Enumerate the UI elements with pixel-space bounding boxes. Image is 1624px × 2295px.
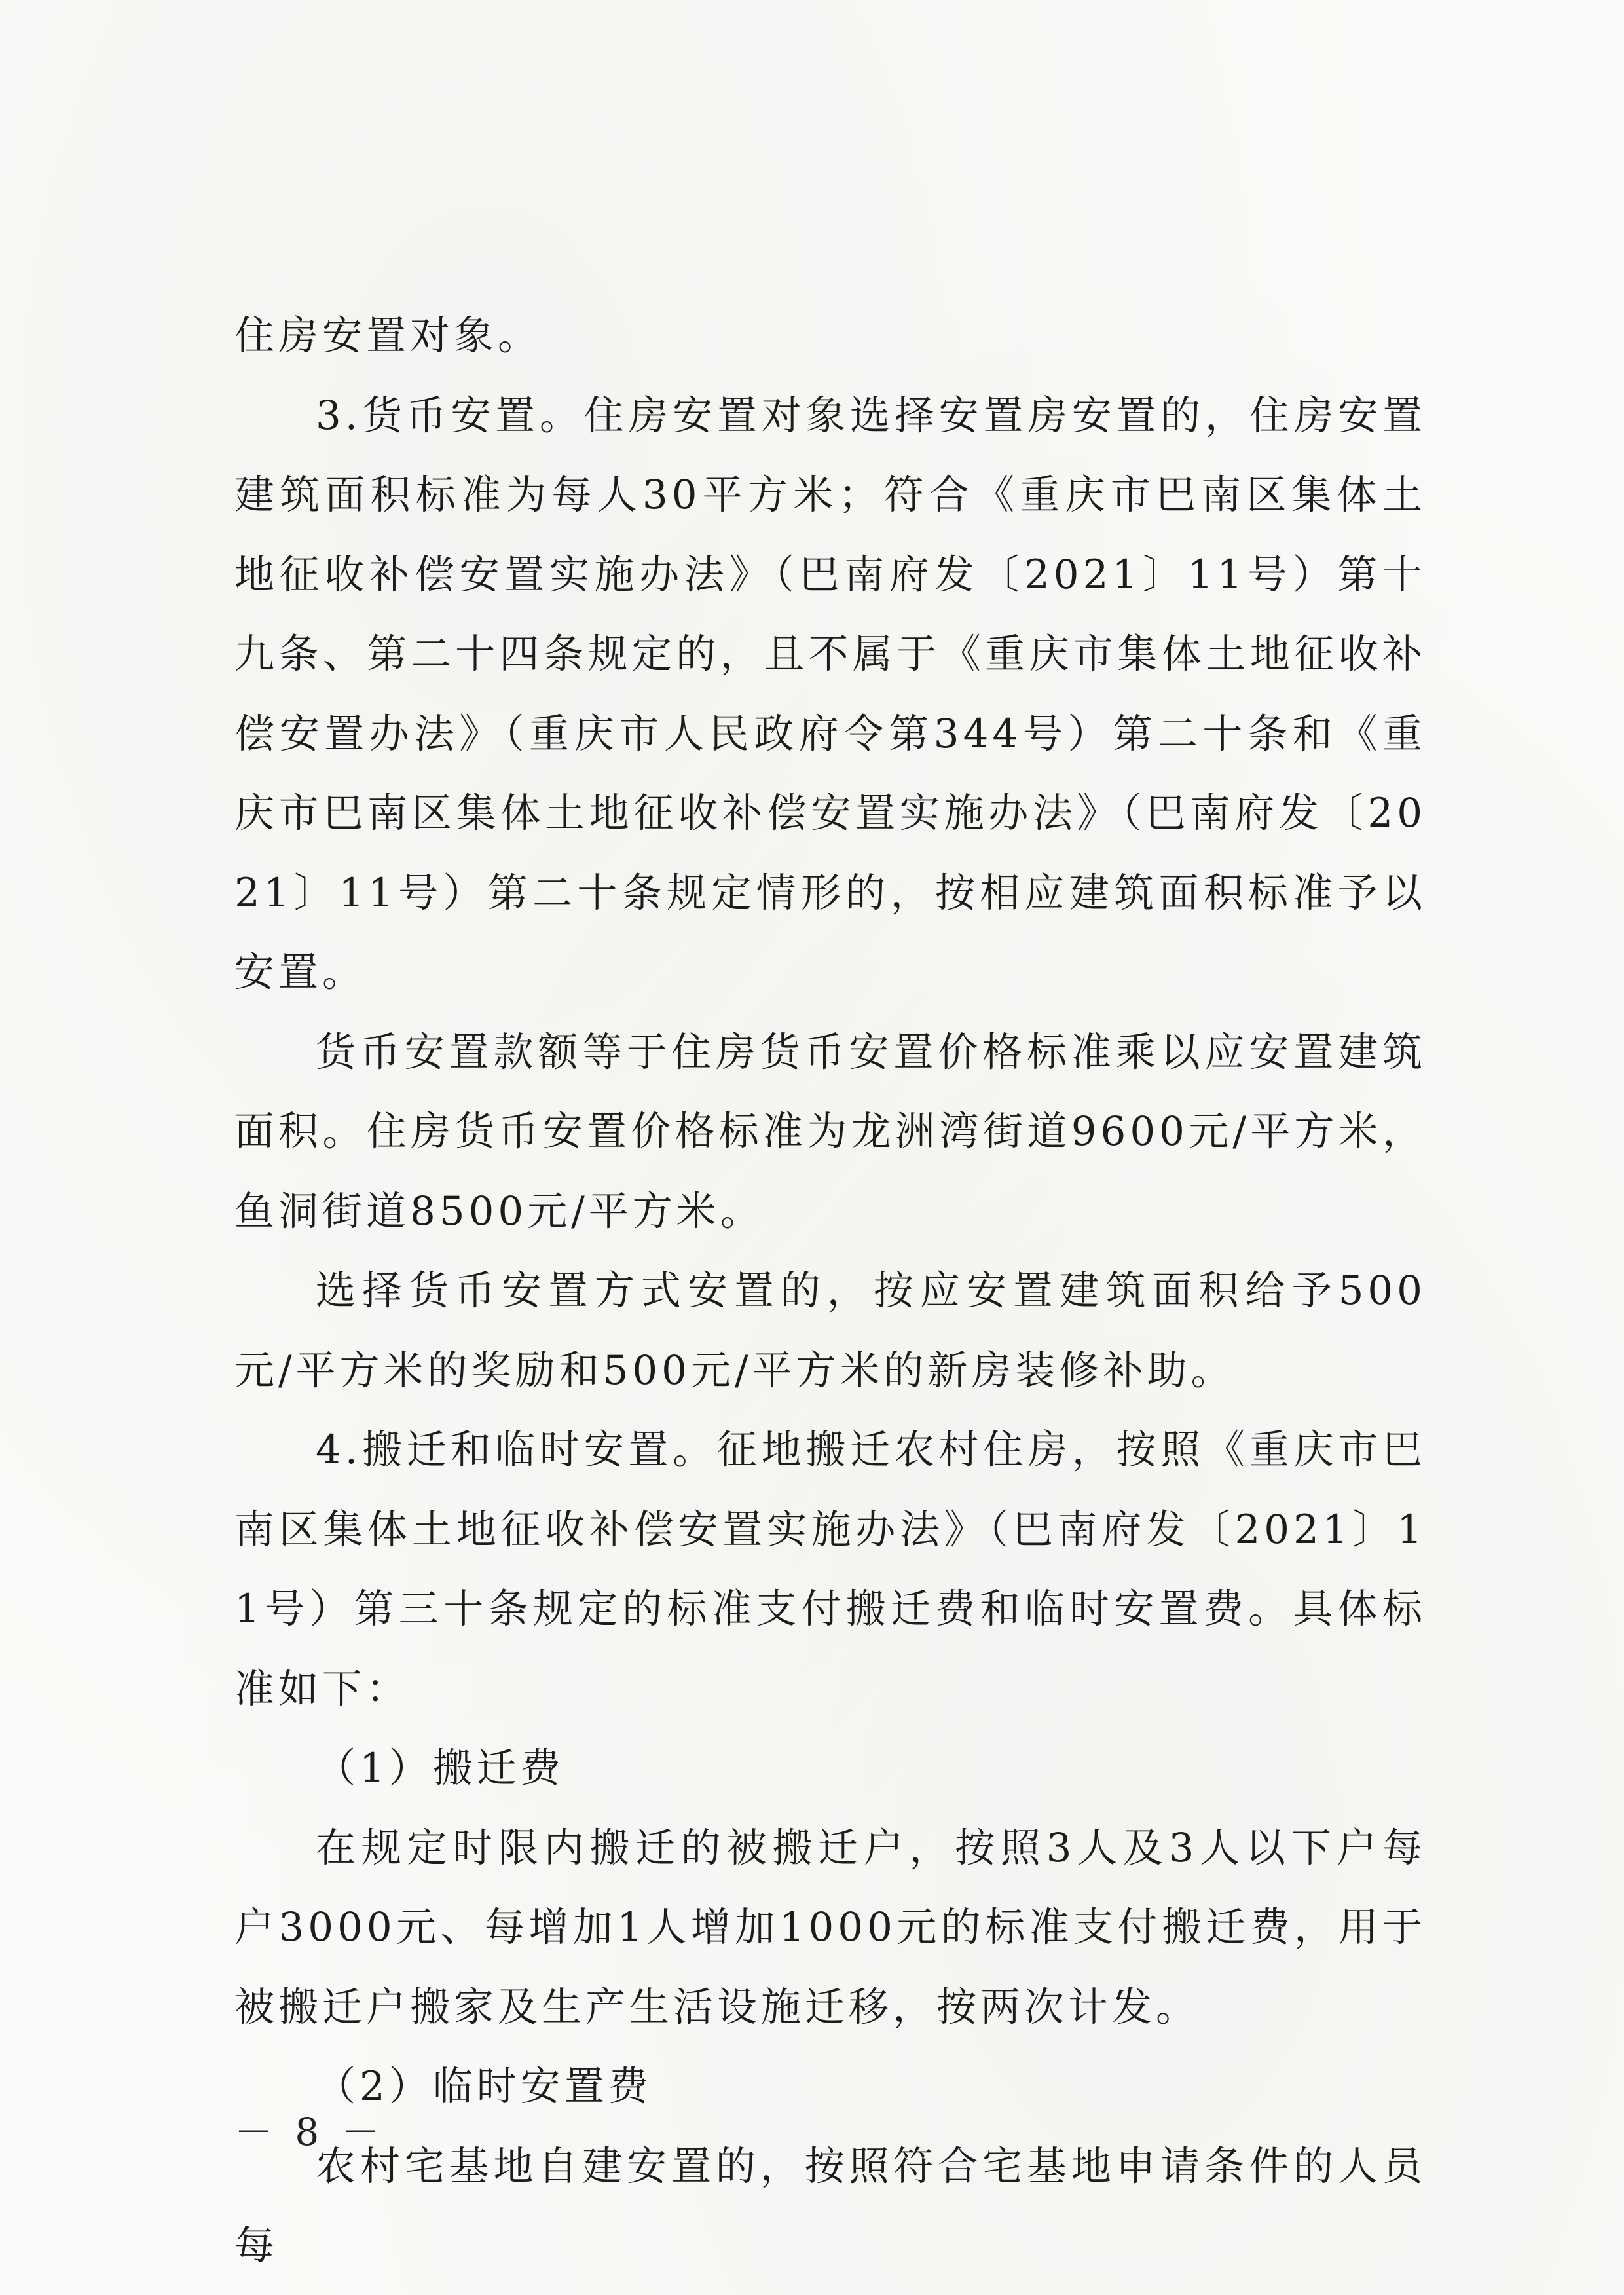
paragraph-monetary-reward: 选择货币安置方式安置的，按应安置建筑面积给予500元/平方米的奖励和500元/平方米的新房装修补助。 bbox=[234, 1267, 1426, 1394]
paragraph-monetary-resettlement: 3.货币安置。住房安置对象选择安置房安置的，住房安置建筑面积标准为每人30平方米；符合《重庆市巴南区集体土地征收补偿安置实施办法》（巴南府发〔2021〕11号）第十九条、第二十四条规定的，且不属于《重庆市集体土地征收补偿安置办法》（重庆市人民政府令第344号）第二十条和《重庆市巴南区集体土地征收补偿安置实施办法》（巴南府发〔2021〕11号）第二十条规定情形的，按相应建筑面积标准予以安置。 bbox=[234, 392, 1426, 996]
subheading-temporary-fee: （2）临时安置费 bbox=[316, 2063, 652, 2110]
paragraph-monetary-amount: 货币安置款额等于住房货币安置价格标准乘以应安置建筑面积。住房货币安置价格标准为龙洲湾街道9600元/平方米，鱼洞街道8500元/平方米。 bbox=[234, 1028, 1426, 1235]
subheading-moving-fee: （1）搬迁费 bbox=[316, 1745, 564, 1791]
paragraph-temporary-fee: 农村宅基地自建安置的，按照符合宅基地申请条件的人员每 bbox=[234, 2142, 1426, 2269]
page-number: － 8 － bbox=[234, 2110, 385, 2154]
paragraph-moving-fee: 在规定时限内搬迁的被搬迁户，按照3人及3人以下户每户3000元、每增加1人增加1000元的标准支付搬迁费，用于被搬迁户搬家及生产生活设施迁移，按两次计发。 bbox=[234, 1824, 1426, 2030]
paragraph-continuation: 住房安置对象。 bbox=[234, 312, 542, 359]
document-body bbox=[234, 296, 1426, 2286]
paragraph-relocation: 4.搬迁和临时安置。征地搬迁农村住房，按照《重庆市巴南区集体土地征收补偿安置实施办法》（巴南府发〔2021〕11号）第三十条规定的标准支付搬迁费和临时安置费。具体标准如下： bbox=[234, 1427, 1426, 1712]
